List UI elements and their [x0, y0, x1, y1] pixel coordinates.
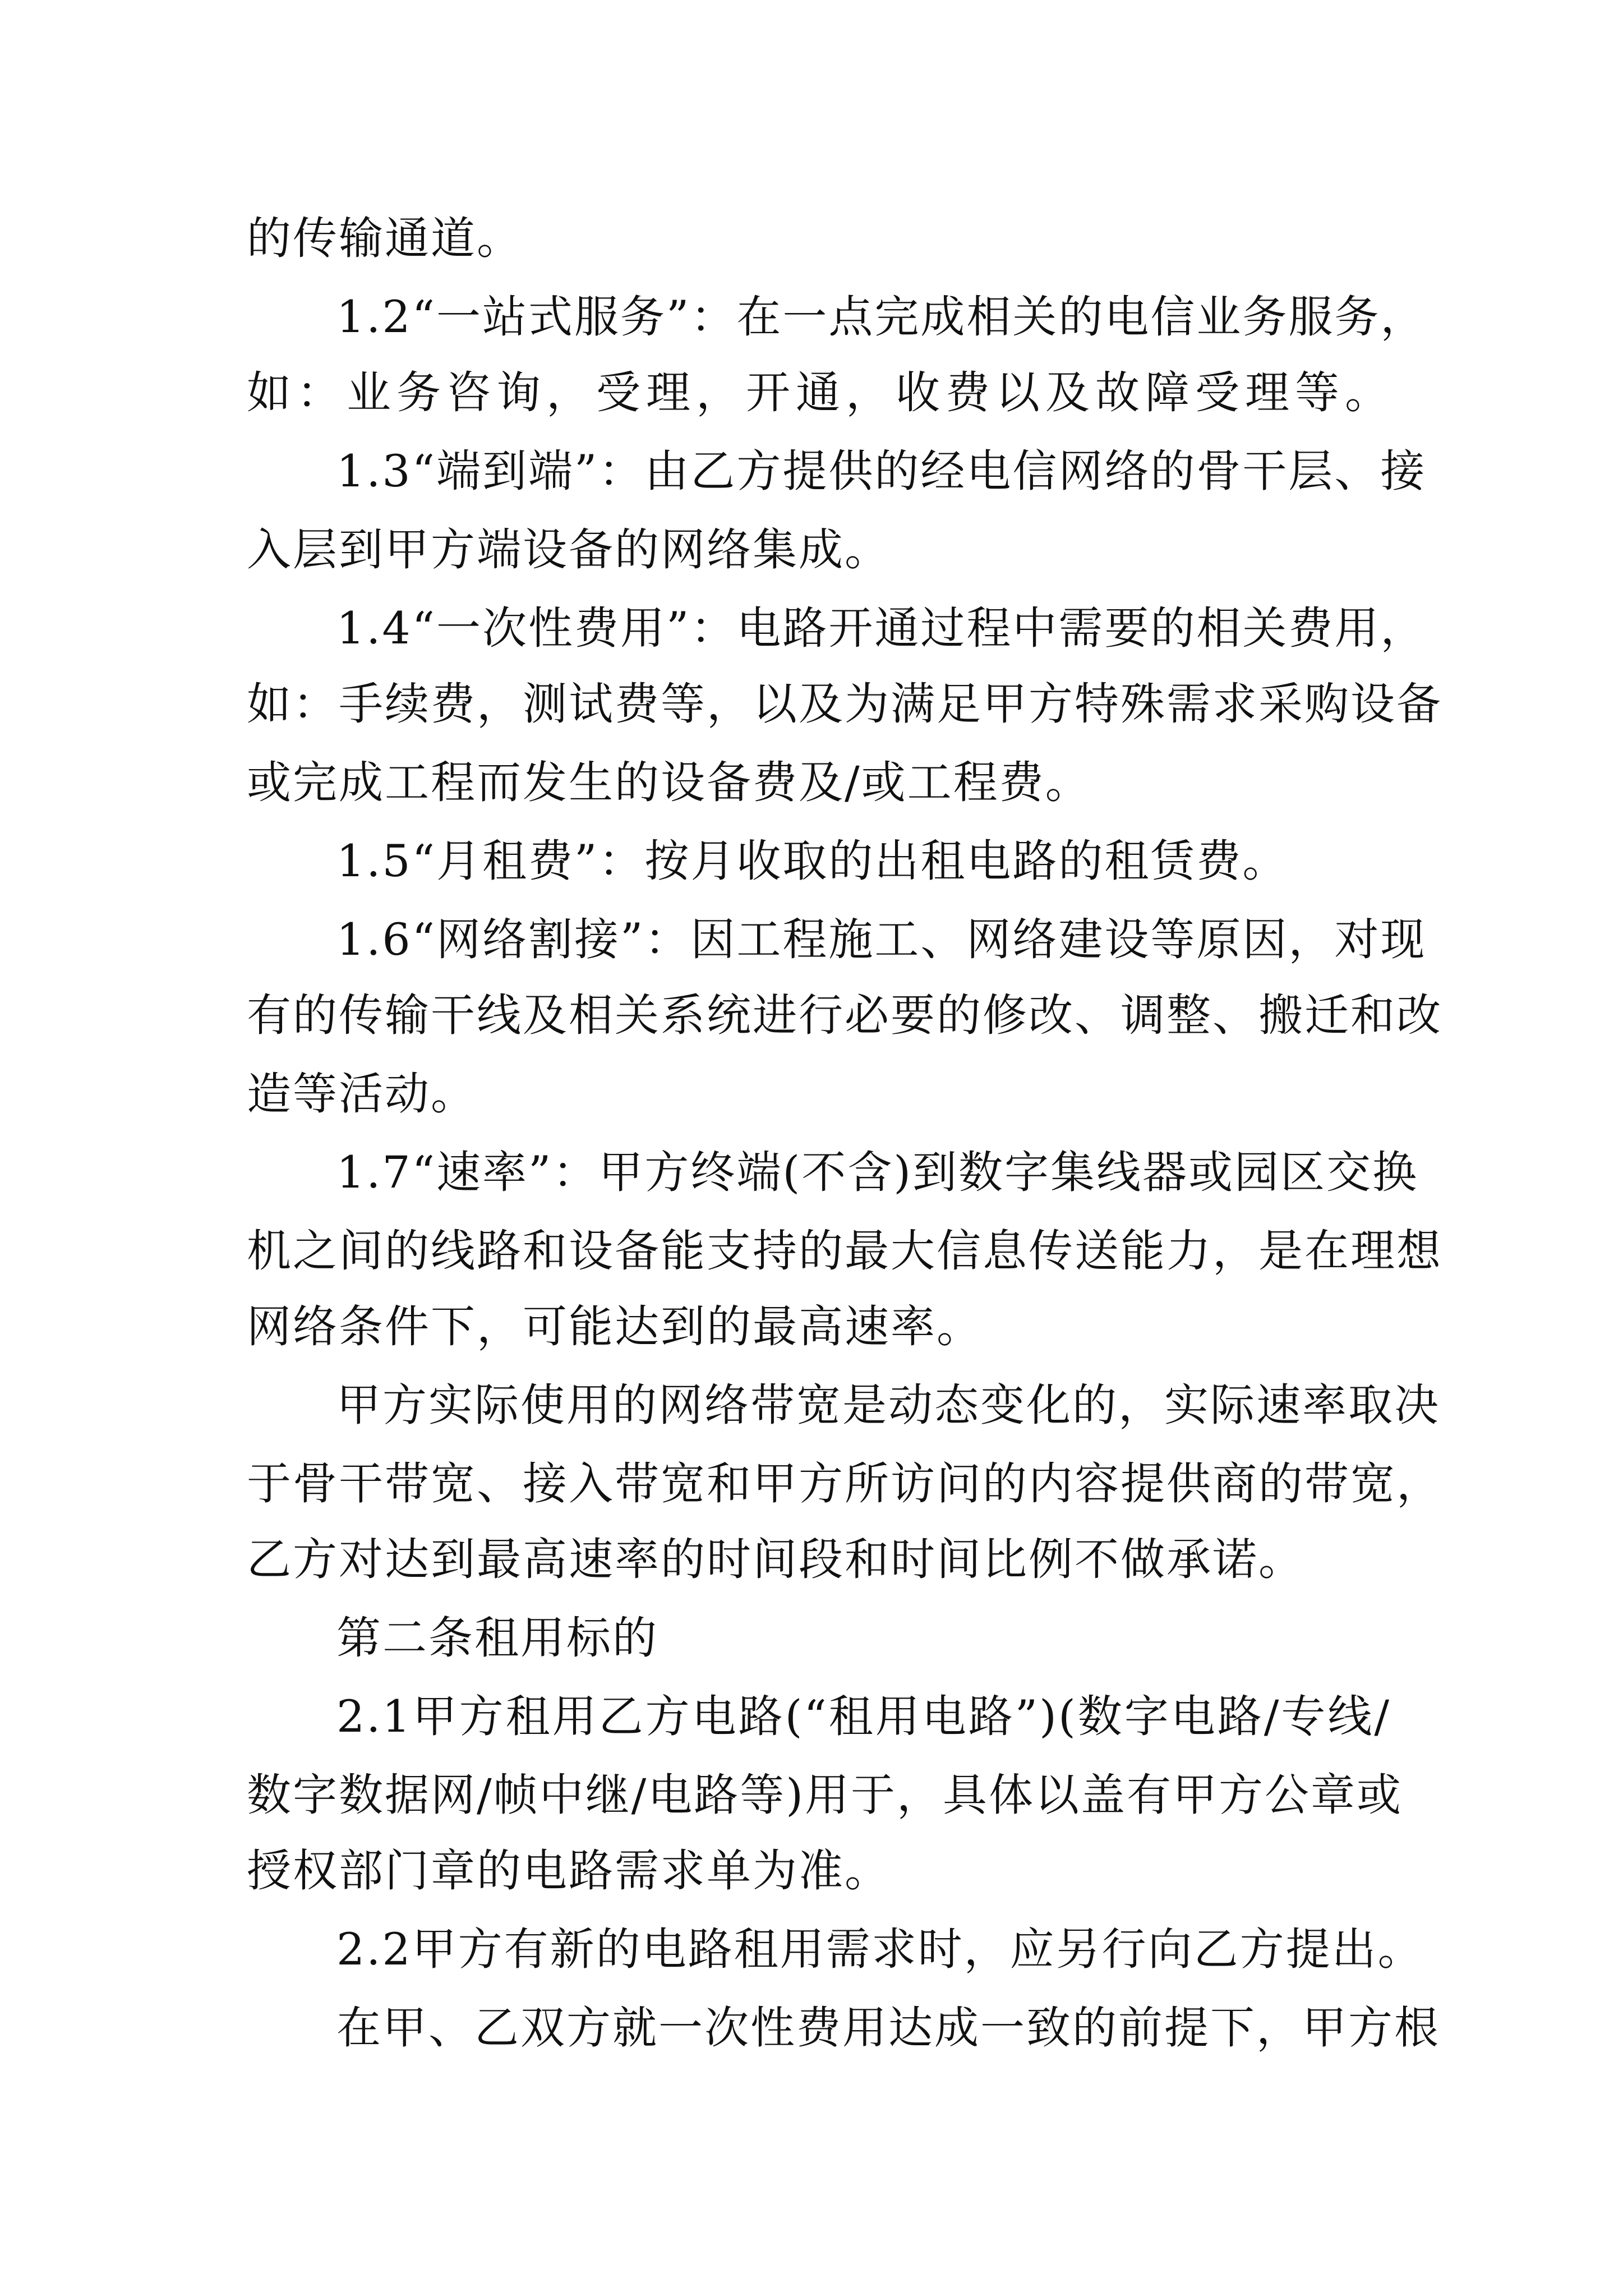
- text-line: 造等活动。: [247, 1068, 477, 1120]
- text-line: 入层到甲方端设备的网络集成。: [247, 524, 891, 576]
- text-line: 乙方对达到最高速率的时间段和时间比例不做承诺。: [247, 1534, 1304, 1585]
- text-line: 1.2“一站式服务”：在一点完成相关的电信业务服务，: [336, 291, 1427, 343]
- section-heading: 第二条租用标的: [336, 1612, 658, 1664]
- text-line: 或完成工程而发生的设备费及/或工程费。: [247, 757, 1091, 808]
- text-line: 在甲、乙双方就一次性费用达成一致的前提下，甲方根: [336, 2002, 1440, 2054]
- text-line: 如：业务咨询，受理，开通，收费以及故障受理等。: [247, 367, 1391, 418]
- text-line: 授权部门章的电路需求单为准。: [247, 1845, 891, 1897]
- text-line: 1.3“端到端”：由乙方提供的经电信网络的骨干层、接: [336, 445, 1427, 497]
- text-line: 2.1甲方租用乙方电路(“租用电路”)(数字电路/专线/: [336, 1691, 1391, 1742]
- text-line: 的传输通道。: [247, 213, 523, 264]
- text-line: 机之间的线路和设备能支持的最大信息传送能力，是在理想: [247, 1225, 1442, 1277]
- text-line: 如：手续费，测试费等，以及为满足甲方特殊需求采购设备: [247, 678, 1442, 730]
- text-line: 1.6“网络割接”：因工程施工、网络建设等原因，对现: [336, 914, 1427, 965]
- text-line: 甲方实际使用的网络带宽是动态变化的，实际速率取决: [336, 1379, 1440, 1431]
- text-line: 1.7“速率”：甲方终端(不含)到数字集线器或园区交换: [336, 1147, 1419, 1198]
- text-line: 2.2甲方有新的电路租用需求时，应另行向乙方提出。: [336, 1924, 1424, 1975]
- text-line: 于骨干带宽、接入带宽和甲方所访问的内容提供商的带宽，: [247, 1458, 1442, 1510]
- text-line: 数字数据网/帧中继/电路等)用于，具体以盖有甲方公章或: [247, 1769, 1403, 1821]
- text-line: 有的传输干线及相关系统进行必要的修改、调整、搬迁和改: [247, 990, 1442, 1041]
- text-line: 1.4“一次性费用”：电路开通过程中需要的相关费用，: [336, 602, 1427, 654]
- text-line: 1.5“月租费”：按月收取的出租电路的租赁费。: [336, 835, 1289, 887]
- text-line: 网络条件下，可能达到的最高速率。: [247, 1301, 983, 1352]
